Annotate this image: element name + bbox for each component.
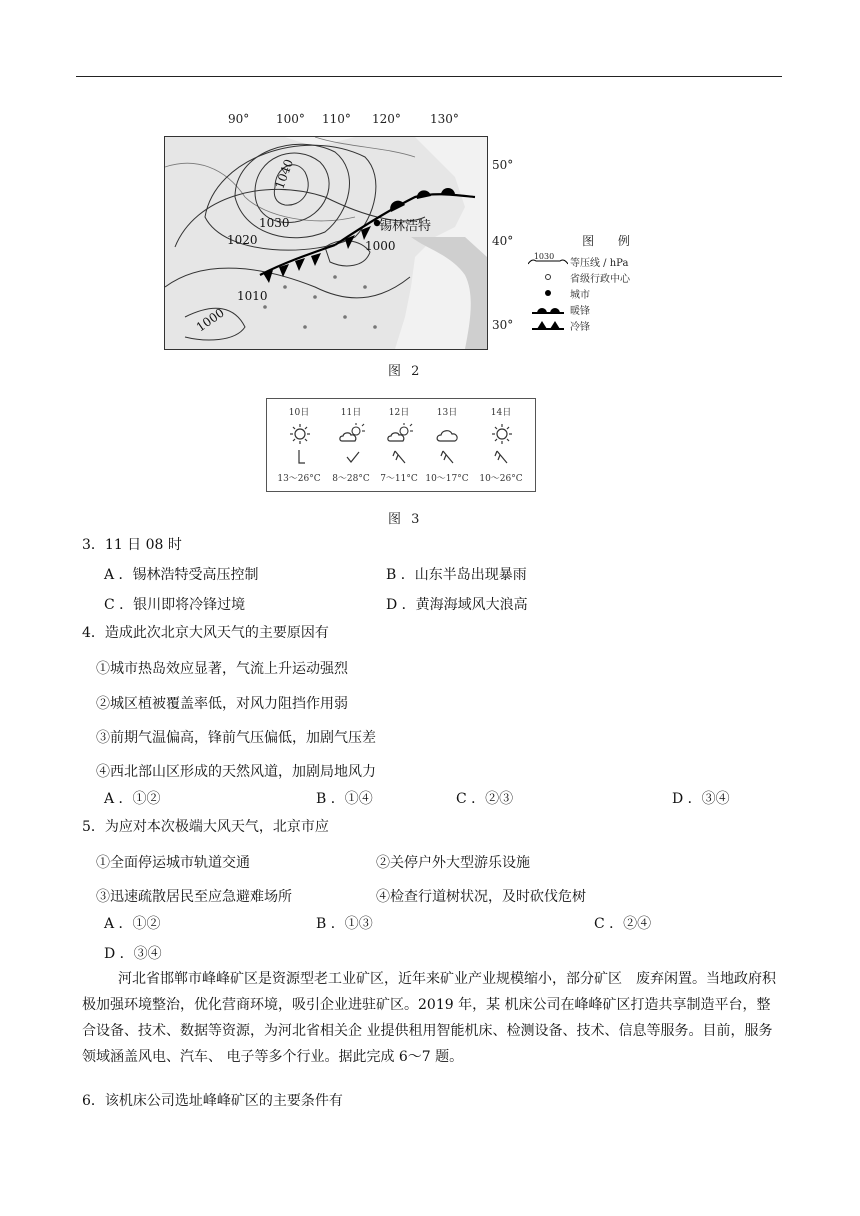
cold-front-icon bbox=[526, 319, 570, 331]
map-legend bbox=[526, 232, 686, 333]
legend-item: 暖锋 bbox=[526, 301, 686, 317]
latitude-label: 50° bbox=[492, 158, 514, 172]
forecast-temp: 7～11°C bbox=[380, 474, 418, 484]
q5-item: ①全面停运城市轨道交通 bbox=[96, 855, 250, 871]
longitude-label: 90° bbox=[228, 112, 250, 126]
legend-item: 冷锋 bbox=[526, 317, 686, 333]
forecast-temp: 10～17°C bbox=[425, 474, 469, 484]
forecast-date: 13日 bbox=[436, 408, 458, 418]
sun-behind-cloud-icon bbox=[385, 423, 415, 445]
q5-item: ④检查行道树状况，及时砍伐危树 bbox=[376, 889, 586, 905]
forecast-temp: 10～26°C bbox=[479, 474, 523, 484]
q4-item: ②城区植被覆盖率低，对风力阻挡作用弱 bbox=[96, 696, 348, 712]
wind-barb-icon bbox=[343, 449, 363, 465]
legend-item: 城市 bbox=[526, 285, 686, 301]
sun-behind-cloud-icon bbox=[337, 423, 367, 445]
question-6-stem: 6．该机床公司选址峰峰矿区的主要条件有 bbox=[82, 1093, 343, 1109]
forecast-date: 10日 bbox=[288, 408, 310, 418]
sun-icon bbox=[487, 423, 517, 445]
figure-3-forecast bbox=[266, 398, 536, 492]
isobar-label: 1030 bbox=[259, 216, 290, 230]
latitude-label: 40° bbox=[492, 234, 514, 248]
forecast-temp: 8～28°C bbox=[332, 474, 370, 484]
question-4-stem: 4．造成此次北京大风天气的主要原因有 bbox=[82, 625, 329, 641]
forecast-date: 12日 bbox=[388, 408, 410, 418]
city-label-xilinhot: 锡林浩特 bbox=[379, 219, 432, 234]
q5-option-c: C ．②④ bbox=[594, 916, 652, 932]
longitude-label: 100° bbox=[276, 112, 305, 126]
forecast-temp: 13～26°C bbox=[277, 474, 321, 484]
q5-option-d: D ．③④ bbox=[104, 946, 162, 962]
provincial-capital-icon bbox=[526, 273, 570, 281]
wind-barb-icon bbox=[493, 449, 513, 465]
wind-barb-icon bbox=[391, 449, 411, 465]
isobar-label: 1040 bbox=[272, 157, 297, 191]
isobar-label: 1020 bbox=[227, 233, 258, 247]
weather-map-frame bbox=[164, 136, 488, 350]
question-3-stem: 3．11 日 08 时 bbox=[82, 537, 182, 553]
q4-option-b: B ．①④ bbox=[316, 791, 373, 807]
question-5-stem: 5．为应对本次极端大风天气，北京市应 bbox=[82, 819, 329, 835]
q4-item: ④西北部山区形成的天然风道，加剧局地风力 bbox=[96, 764, 376, 780]
figure-2-caption: 图 2 bbox=[388, 364, 423, 379]
q5-item: ③迅速疏散居民至应急避难场所 bbox=[96, 889, 292, 905]
q5-option-b: B ．①③ bbox=[316, 916, 373, 932]
warm-front-icon bbox=[526, 303, 570, 315]
longitude-label: 110° bbox=[322, 112, 351, 126]
q3-option-b: B ．山东半岛出现暴雨 bbox=[386, 567, 527, 583]
forecast-date: 14日 bbox=[490, 408, 512, 418]
reading-passage: 河北省邯郸市峰峰矿区是资源型老工业矿区，近年来矿业产业规模缩小，部分矿区 废弃闲置。当地政府积极加强环境整治，优化营商环境，吸引企业进驻矿区。2019 年，某 机床公司在峰峰矿区打造共享制造平台，整合设备、技术、数据等资源，为河北省相关企 业提供租用智能机床、检测设备、技术、信息等服务。目前，服务领域涵盖风电、汽车、 电子等多个行业。据此完成 6～7 题。 bbox=[82, 971, 776, 1065]
q5-item: ②关停户外大型游乐设施 bbox=[376, 855, 530, 871]
longitude-label: 130° bbox=[430, 112, 459, 126]
q4-item: ①城市热岛效应显著，气流上升运动强烈 bbox=[96, 661, 348, 677]
isobar-label: 1000 bbox=[193, 305, 227, 335]
figure-3-caption: 图 3 bbox=[388, 512, 423, 527]
legend-item: 省级行政中心 bbox=[526, 269, 686, 285]
legend-title: 图 例 bbox=[582, 234, 640, 248]
q3-option-c: C ．银川即将冷锋过境 bbox=[104, 597, 246, 613]
cloud-icon bbox=[433, 423, 463, 445]
calm-wind-icon bbox=[291, 449, 311, 465]
header-rule bbox=[76, 76, 782, 77]
q4-item: ③前期气温偏高，锋前气压偏低，加剧气压差 bbox=[96, 730, 376, 746]
figure-2-map bbox=[160, 112, 680, 357]
wind-barb-icon bbox=[439, 449, 459, 465]
isobar-legend-icon: 1030 bbox=[526, 256, 570, 266]
longitude-label: 120° bbox=[372, 112, 401, 126]
sun-icon bbox=[285, 423, 315, 445]
q4-option-d: D ．③④ bbox=[672, 791, 730, 807]
latitude-label: 30° bbox=[492, 318, 514, 332]
isobar-label: 1000 bbox=[365, 239, 396, 253]
q4-option-a: A ．①② bbox=[104, 791, 161, 807]
q3-option-d: D ．黄海海域风大浪高 bbox=[386, 597, 528, 613]
q3-option-a: A ．锡林浩特受高压控制 bbox=[104, 567, 259, 583]
isobar-label: 1010 bbox=[237, 289, 268, 303]
q5-option-a: A ．①② bbox=[104, 916, 161, 932]
q4-option-c: C ．②③ bbox=[456, 791, 514, 807]
city-dot-icon bbox=[526, 289, 570, 297]
forecast-date: 11日 bbox=[340, 408, 362, 418]
legend-item: 1030 等压线 / hPa bbox=[526, 253, 686, 269]
